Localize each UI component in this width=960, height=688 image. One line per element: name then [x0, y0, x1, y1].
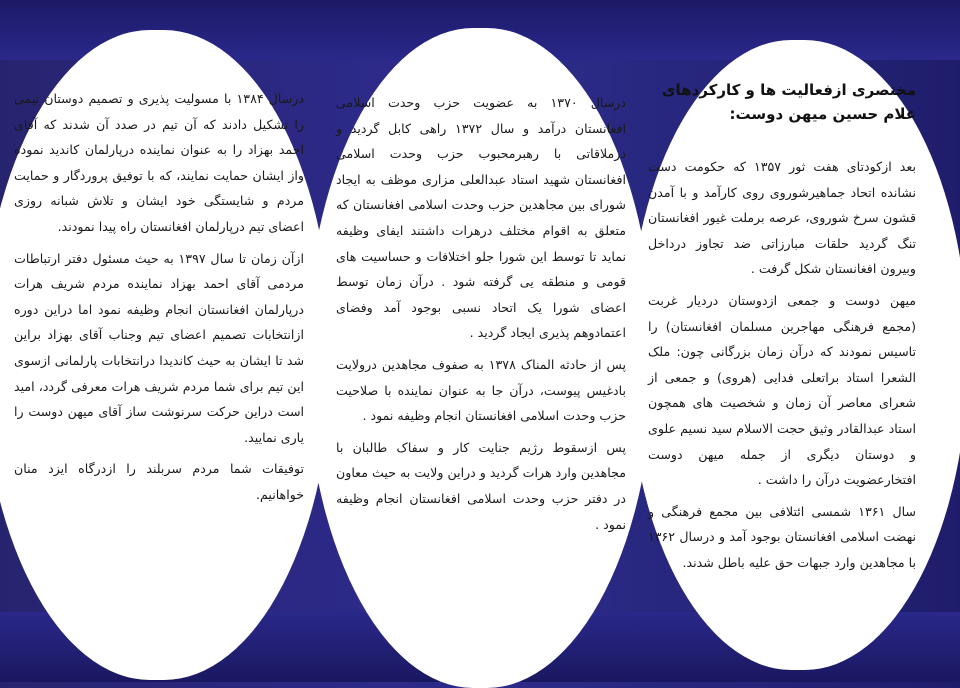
left-column [14, 86, 304, 514]
paragraph: درسال ۱۳۸۴ با مسولیت پذیری و تصمیم دوستان تیمی را تشکیل دادند که آن تیم در صدد آن شدند که آقای احمد بهزاد را به عنوان نماینده درپارلمان کاندید نموده واز ایشان حمایت نمایند، که با توفیق پروردگار و حمایت مردم و شایستگی خود ایشان و تلاش شبانه روزی اعضای تیم درپارلمان افغانستان راه پیدا نمودند. [14, 91, 304, 234]
title-line-2: غلام حسین میهن دوست: [729, 105, 916, 123]
section-title [648, 78, 916, 126]
title-line-1: مختصری ازفعالیت ها و کارکردهای [661, 81, 916, 99]
paragraph: سال ۱۳۶۱ شمسی ائتلافی بین مجمع فرهنگی و نهضت اسلامی افغانستان بوجود آمد و درسال ۱۳۶۲ با مجاهدین وارد جبهات حق علیه باطل شدند. [648, 503, 916, 570]
paragraph: درسال ۱۳۷۰ به عضویت حزب وحدت اسلامی افغانستان درآمد و سال ۱۳۷۲ راهی کابل گردید و درملاقاتی با رهبرمحبوب حزب وحدت اسلامی افغانستان شهید استاد عبدالعلی مزاری موظف به ایجاد شورای بین مجاهدین حزب وحدت اسلامی افغانستان که متعلق به اقوام مختلف درهرات داشتند ایفای وظیفه نماید تا توسط این شورا جلو اختلافات و حساسیت های قومی و منطقه یی گرفته شود . درآن زمان توسط اعضای شورا یک اتحاد نسبی بوجود آمد وفضای اعتمادوهم پذیری ایجاد گردید . [336, 95, 626, 341]
middle-column [336, 90, 626, 543]
paragraph: ازآن زمان تا سال ۱۳۹۷ به حیث مسئول دفتر ارتباطات مردمی آقای احمد بهزاد نماینده مردم شریف هرات درپارلمان افغانستان انجام وظیفه نمود اما دراین دوره ازانتخابات تصمیم اعضای تیم وجناب آقای بهزاد براین شد تا ایشان به حیث کاندیدا درانتخابات پارلمانی ازسوی این تیم برای شما مردم شریف هرات معرفی گردد، امید است دراین حرکت سرنوشت ساز آقای میهن دوست را یاری نمایید. [14, 250, 304, 445]
paragraph: پس ازسقوط رژیم جنایت کار و سفاک طالبان با مجاهدین وارد هرات گردید و دراین ولایت به حیث معاون در دفتر حزب وحدت اسلامی افغانستان انجام وظیفه نمود . [336, 439, 626, 532]
right-column [648, 72, 916, 582]
paragraph: بعد ازکودتای هفت ثور ۱۳۵۷ که حکومت دست نشانده اتحاد جماهیرشوروی روی کارآمد و با آمدن قشون سرخ شوروی، عرصه برملت غیور افغانستان تنگ گردید حلقات مبارزاتی ضد تجاوز درداخل وبیرون افغانستان شکل گرفت . [648, 159, 916, 277]
paragraph: میهن دوست و جمعی ازدوستان دردیار غربت (مجمع فرهنگی مهاجرین مسلمان افغانستان) را تاسیس نمودند که درآن زمان بزرگانی چون: ملک الشعرا استاد براتعلی فدایی (هروی) و جمعی از شعرای معاصر آن زمان و شخصیت های همچون استاد عبدالقادر وثیق حجت الاسلام سید نسیم علوی و دوستان دیگری از جمله میهن دوست افتخارعضویت درآن را داشت . [648, 292, 916, 488]
paragraph: توفیقات شما مردم سربلند را ازدرگاه ایزد منان خواهانیم. [14, 461, 304, 502]
paragraph: پس از حادثه المناک ۱۳۷۸ به صفوف مجاهدین درولایت بادغیس پیوست، درآن جا به عنوان نماینده با صلاحیت حزب وحدت اسلامی افغانستان انجام وظیفه نمود . [336, 356, 627, 424]
